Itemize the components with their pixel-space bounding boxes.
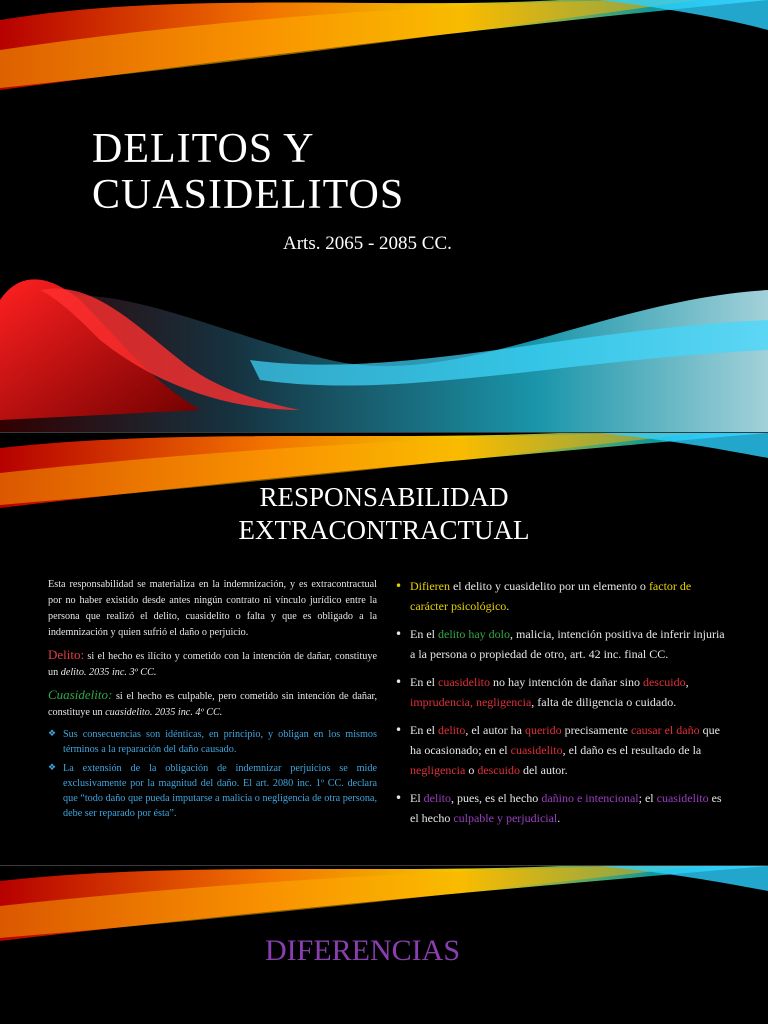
- slide-responsabilidad: [0, 433, 768, 865]
- delito-definition: [48, 647, 377, 681]
- text: el delito y cuasidelito por un elemento o: [449, 579, 649, 593]
- highlight-text: delito hay dolo: [438, 627, 510, 641]
- text: , el daño es el resultado de la: [562, 743, 702, 757]
- text: es el hecho: [410, 791, 722, 825]
- bullet-icon: •: [395, 723, 403, 737]
- list-item: [395, 788, 725, 828]
- left-column: [48, 577, 377, 825]
- highlight-text: cuasidelito: [438, 675, 490, 689]
- bullet-icon: •: [395, 579, 403, 593]
- text: .: [557, 811, 561, 825]
- list-item: [48, 727, 377, 757]
- highlight-text: descuido: [477, 763, 520, 777]
- text: , pues, es el hecho: [451, 791, 542, 805]
- delito-ref: delito. 2035 inc. 3º CC.: [60, 667, 157, 678]
- highlight-text: factor de carácter psicológico: [410, 579, 692, 613]
- slide-heading: DIFERENCIAS: [264, 934, 460, 967]
- left-bullet-list: [48, 727, 377, 821]
- slide-title-heading: [92, 126, 404, 218]
- cuasidelito-text: si el hecho es culpable, pero cometido sin intención de dañar, constituye un: [48, 691, 377, 718]
- highlight-text: cuasidelito: [510, 743, 563, 757]
- text: del autor.: [519, 763, 568, 777]
- heading-line-1: RESPONSABILIDAD: [259, 482, 509, 512]
- intro-paragraph: Esta responsabilidad se materializa en la indemnización, y es extracontractual por no haber existido desde antes ningún contrato ni vínculo jurídico entre la persona que realizó el delito, cuasidelito o falta y que es obligado a la indemnización y quien sufrió el daño o perjuicio.: [48, 579, 377, 638]
- delito-text: si el hecho es ilícito y cometido con la intención de dañar, constituye un: [48, 651, 377, 678]
- list-item-text: La extensión de la obligación de indemnizar perjuicios se mide exclusivamente por la magnitud del daño. El art. 2080 inc. 1º CC. declara que “todo daño que pueda imputarse a malicia o negligencia de otra persona, debe ser reparado por ésta”.: [63, 763, 377, 819]
- highlight-text: delito: [438, 723, 466, 737]
- right-column: [395, 576, 725, 836]
- list-item: [395, 672, 725, 712]
- diamond-bullet-icon: ❖: [48, 763, 57, 773]
- highlight-text: negligencia: [410, 763, 466, 777]
- slide-heading: [0, 481, 768, 547]
- slide-title: [0, 0, 768, 432]
- text: , el autor ha: [465, 723, 525, 737]
- highlight-text: cuasidelito: [656, 791, 709, 805]
- text: El: [410, 791, 424, 805]
- list-item-text: Sus consecuencias son idénticas, en principio, y obligan en los mismos términos a la reparación del daño causado.: [63, 729, 377, 755]
- highlight-text: querido: [524, 723, 562, 737]
- title-line-2: CUASIDELITOS: [92, 172, 405, 218]
- text: En el: [410, 675, 438, 689]
- heading-line-2: EXTRACONTRACTUAL: [238, 515, 530, 545]
- diamond-bullet-icon: ❖: [48, 729, 57, 739]
- right-bullet-list: [395, 576, 725, 828]
- slide-subtitle: Arts. 2065 - 2085 CC.: [283, 233, 452, 254]
- list-item: [48, 761, 377, 821]
- text: no hay intención de dañar sino: [489, 675, 643, 689]
- highlight-text: descuido: [642, 675, 686, 689]
- bullet-icon: •: [395, 675, 403, 689]
- text: que ha ocasionado; en el: [410, 723, 720, 757]
- cuasidelito-term: Cuasidelito:: [48, 687, 113, 702]
- text: precisamente: [561, 723, 631, 737]
- text: ,: [685, 675, 689, 689]
- highlight-text: delito: [423, 791, 451, 805]
- text: .: [506, 599, 510, 613]
- bullet-icon: •: [395, 791, 403, 805]
- text: En el: [410, 723, 438, 737]
- text: o: [465, 763, 478, 777]
- text: En el: [410, 627, 438, 641]
- delito-term: Delito:: [48, 647, 85, 662]
- text: , falta de diligencia o cuidado.: [531, 695, 677, 709]
- list-item: [395, 720, 725, 780]
- highlight-text: Difieren: [410, 579, 450, 593]
- slide-diferencias: [0, 866, 768, 1024]
- title-line-1: DELITOS Y: [92, 126, 315, 172]
- bullet-icon: •: [395, 627, 403, 641]
- highlight-text: causar el daño: [630, 723, 700, 737]
- cuasidelito-definition: [48, 687, 377, 721]
- text: ; el: [638, 791, 657, 805]
- cuasidelito-ref: cuasidelito. 2035 inc. 4º CC.: [105, 707, 223, 718]
- highlight-text: dañino e intencional: [541, 791, 639, 805]
- text: , malicia, intención positiva de inferir injuria a la persona o propiedad de otro, art. 42 inc. final CC.: [410, 627, 725, 661]
- list-item: [395, 624, 725, 664]
- list-item: [395, 576, 725, 616]
- highlight-text: imprudencia, negligencia: [410, 695, 532, 709]
- highlight-text: culpable y perjudicial: [453, 811, 558, 825]
